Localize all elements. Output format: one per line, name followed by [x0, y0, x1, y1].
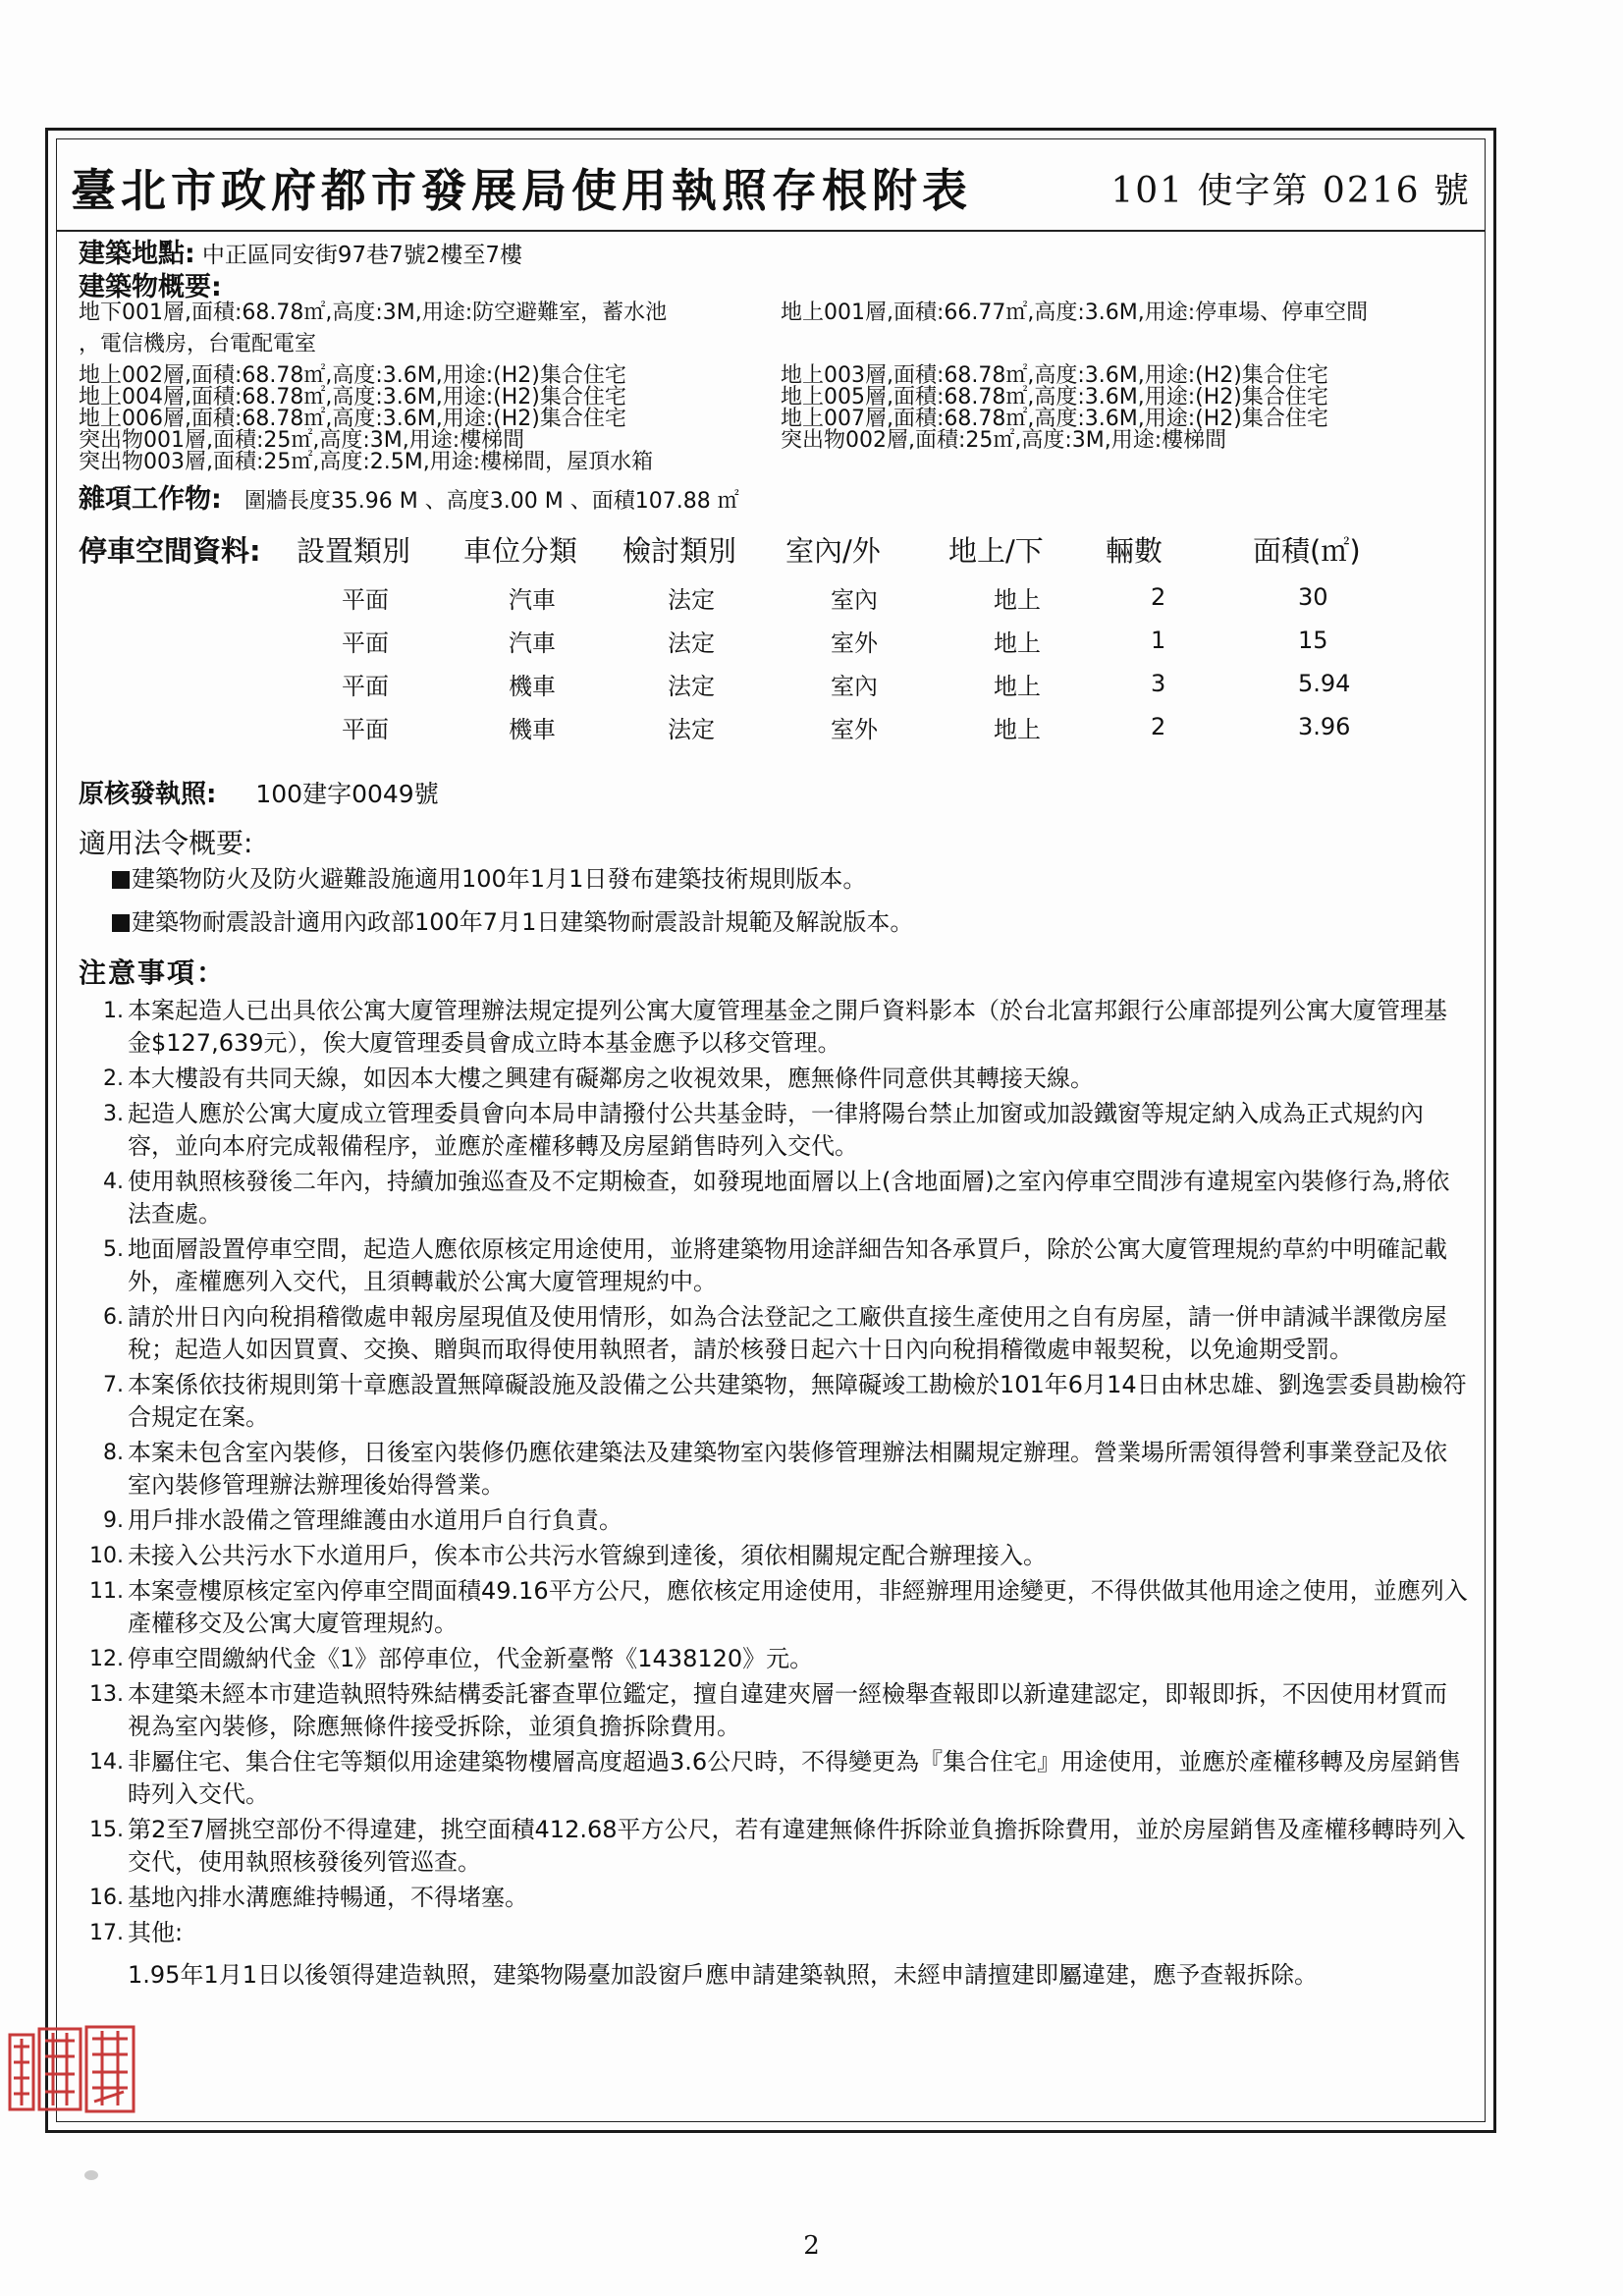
parking-cell: 平面 — [342, 629, 389, 657]
overview-row — [79, 430, 1469, 452]
note-item — [79, 1917, 1469, 1949]
note-item — [79, 1369, 1469, 1434]
misc-works-line — [79, 477, 1469, 516]
note-number: 13. — [89, 1682, 124, 1707]
note-text: 停車空間繳納代金《1》部停車位，代金新臺幣《1438120》元。 — [128, 1645, 814, 1672]
parking-cell: 地上 — [994, 672, 1041, 700]
parking-cell: 汽車 — [509, 585, 556, 614]
parking-row — [79, 705, 1469, 748]
original-license-label: 原核發執照: — [79, 780, 217, 809]
note-number: 1. — [103, 999, 124, 1023]
parking-label: 停車空間資料: — [79, 534, 261, 568]
overview-cell: 突出物001層,面積:25㎡,高度:3M,用途:樓梯間 — [79, 428, 525, 453]
parking-cell: 機車 — [509, 715, 556, 743]
document-inner-frame — [56, 138, 1486, 2122]
parking-cell: 室外 — [831, 629, 878, 657]
parking-row — [79, 662, 1469, 705]
note-item — [79, 1098, 1469, 1163]
official-seal-stamp — [8, 2023, 141, 2121]
parking-cell: 2 — [1151, 583, 1166, 611]
overview-cell: 地上003層,面積:68.78㎡,高度:3.6M,用途:(H2)集合住宅 — [781, 363, 1328, 388]
overview-label: 建築物概要: — [79, 272, 222, 302]
overview-row — [79, 365, 1469, 387]
note-item — [79, 1746, 1469, 1811]
overview-grid — [79, 365, 1469, 452]
parking-cell: 室外 — [831, 715, 878, 743]
note-sub-item: 1.95年1月1日以後領得建造執照，建築物陽臺加設窗戶應申請建築執照，未經申請擅建即屬違建，應予查報拆除。 — [128, 1961, 1318, 1989]
parking-cell: 3.96 — [1298, 713, 1351, 740]
parking-cell: 地上 — [994, 715, 1041, 743]
overview-cell: 地上005層,面積:68.78㎡,高度:3.6M,用途:(H2)集合住宅 — [781, 385, 1328, 410]
document-body — [79, 239, 1469, 1990]
original-license-line — [79, 774, 1469, 810]
parking-cell: 5.94 — [1298, 670, 1351, 697]
misc-label: 雜項工作物: — [79, 484, 222, 515]
overview-cell: 地上006層,面積:68.78㎡,高度:3.6M,用途:(H2)集合住宅 — [79, 407, 626, 431]
note-number: 15. — [89, 1818, 124, 1842]
parking-row — [79, 575, 1469, 619]
page-number: 2 — [803, 2231, 820, 2261]
note-number: 8. — [103, 1441, 124, 1465]
overview-row — [79, 409, 1469, 430]
parking-cell: 30 — [1298, 583, 1328, 611]
parking-cell: 室內 — [831, 585, 878, 614]
document-frame — [45, 128, 1496, 2133]
laws-label: 適用法令概要: — [79, 827, 253, 859]
parking-cell: 法定 — [668, 672, 715, 700]
overview-cell: 地上002層,面積:68.78㎡,高度:3.6M,用途:(H2)集合住宅 — [79, 363, 626, 388]
parking-cell: 室內 — [831, 672, 878, 700]
parking-cell: 15 — [1298, 627, 1328, 654]
note-text: 未接入公共污水下水道用戶，俟本市公共污水管線到達後，須依相關規定配合辦理接入。 — [128, 1542, 1047, 1569]
note-item — [79, 1301, 1469, 1366]
overview-row1-cont: ，電信機房，台電配電室 — [79, 332, 317, 356]
note-text: 本案係依技術規則第十章應設置無障礙設施及設備之公共建築物，無障礙竣工勘檢於101年6月14日由林忠雄、劉逸雲委員勘檢符合規定在案。 — [128, 1371, 1467, 1431]
parking-section — [79, 529, 1469, 748]
square-bullet-icon — [112, 914, 130, 932]
overview-cell: 突出物002層,面積:25㎡,高度:3M,用途:樓梯間 — [781, 428, 1227, 453]
overview-row — [79, 302, 1469, 324]
parking-cell: 機車 — [509, 672, 556, 700]
note-item — [79, 1504, 1469, 1537]
note-item — [79, 1233, 1469, 1298]
parking-header: 室內/外 — [785, 534, 881, 568]
note-item — [79, 1437, 1469, 1502]
parking-cell: 3 — [1151, 670, 1166, 697]
note-text: 請於卅日內向稅捐稽徵處申報房屋現值及使用情形，如為合法登記之工廠供直接生產使用之自有房屋，請一併申請減半課徵房屋稅；起造人如因買賣、交換、贈與而取得使用執照者，請於核發日起六十日內向稅捐稽徵處申報契稅，以免逾期受罰。 — [128, 1303, 1447, 1363]
document-title: 臺北市政府都市發展局使用執照存根附表 — [71, 164, 972, 217]
note-text: 基地內排水溝應維持暢通，不得堵塞。 — [128, 1884, 528, 1911]
note-item — [79, 1063, 1469, 1095]
note-number: 17. — [89, 1921, 124, 1945]
note-text: 其他: — [128, 1919, 184, 1946]
note-number: 16. — [89, 1886, 124, 1910]
note-number: 11. — [89, 1579, 124, 1604]
note-text: 本大樓設有共同天線，如因本大樓之興建有礙鄰房之收視效果，應無條件同意供其轉接天線。 — [128, 1065, 1094, 1092]
law-item — [112, 861, 1469, 897]
misc-value: 圍牆長度35.96 M 、高度3.00 M 、面積107.88 ㎡ — [243, 489, 739, 514]
note-text: 起造人應於公寓大廈成立管理委員會向本局申請撥付公共基金時，一律將陽台禁止加窗或加設鐵窗等規定納入成為正式規約內容，並向本府完成報備程序，並應於產權移轉及房屋銷售時列入交代。 — [128, 1100, 1424, 1160]
parking-header: 地上/下 — [948, 534, 1044, 568]
parking-cell: 法定 — [668, 715, 715, 743]
note-number: 3. — [103, 1102, 124, 1126]
note-number: 5. — [103, 1237, 124, 1262]
note-item — [79, 1540, 1469, 1572]
note-number: 10. — [89, 1544, 124, 1568]
parking-cell: 平面 — [342, 715, 389, 743]
site-value: 中正區同安街97巷7號2樓至7樓 — [201, 243, 522, 268]
notes-list — [79, 995, 1469, 1990]
parking-cell: 平面 — [342, 585, 389, 614]
note-number: 6. — [103, 1305, 124, 1330]
overview-cell: 地上007層,面積:68.78㎡,高度:3.6M,用途:(H2)集合住宅 — [781, 407, 1328, 431]
note-text: 本建築未經本市建造執照特殊結構委託審查單位鑑定，擅自違建夾層一經檢舉查報即以新違建認定，即報即拆，不因使用材質而視為室內裝修，除應無條件接受拆除，並須負擔拆除費用。 — [128, 1680, 1447, 1740]
note-item — [79, 1678, 1469, 1743]
note-text: 非屬住宅、集合住宅等類似用途建築物樓層高度超過3.6公尺時，不得變更為『集合住宅』用途使用，並應於產權移轉及房屋銷售時列入交代。 — [128, 1748, 1462, 1808]
notes-label: 注意事項： — [79, 957, 227, 989]
note-number: 9. — [103, 1508, 124, 1533]
law-item — [112, 904, 1469, 940]
note-text: 用戶排水設備之管理維護由水道用戶自行負責。 — [128, 1506, 622, 1534]
site-line — [79, 239, 1469, 269]
parking-header: 輛數 — [1106, 534, 1163, 568]
overview-last-row: 突出物003層,面積:25㎡,高度:2.5M,用途:樓梯間，屋頂水箱 — [79, 450, 654, 474]
parking-header-row — [79, 529, 1469, 570]
note-text: 地面層設置停車空間，起造人應依原核定用途使用，並將建築物用途詳細告知各承買戶，除於公寓大廈管理規約草約中明確記載外，產權應列入交代，且須轉載於公寓大廈管理規約中。 — [128, 1235, 1447, 1295]
parking-header: 面積(㎡) — [1253, 534, 1361, 568]
parking-cell: 汽車 — [509, 629, 556, 657]
note-number: 14. — [89, 1750, 124, 1775]
parking-row — [79, 619, 1469, 662]
law-text: 建築物防火及防火避難設施適用100年1月1日發布建築技術規則版本。 — [132, 865, 867, 893]
note-item — [79, 1575, 1469, 1640]
overview-row1-left: 地下001層,面積:68.78㎡,高度:3M,用途:防空避難室，蓄水池 — [79, 301, 668, 325]
parking-cell: 法定 — [668, 585, 715, 614]
scan-smudge — [84, 2170, 98, 2180]
overview-row — [79, 387, 1469, 409]
note-number: 7. — [103, 1373, 124, 1397]
note-item — [79, 1882, 1469, 1914]
parking-rows — [79, 575, 1469, 748]
note-number: 2. — [103, 1066, 124, 1091]
note-text: 使用執照核發後二年內，持續加強巡查及不定期檢查，如發現地面層以上(含地面層)之室內停車空間涉有違規室內裝修行為,將依法查處。 — [128, 1168, 1450, 1228]
parking-cell: 2 — [1151, 713, 1166, 740]
overview-cell: 地上004層,面積:68.78㎡,高度:3.6M,用途:(H2)集合住宅 — [79, 385, 626, 410]
note-number: 12. — [89, 1647, 124, 1671]
note-item — [79, 995, 1469, 1060]
overview-row1-right: 地上001層,面積:66.77㎡,高度:3.6M,用途:停車場、停車空間 — [781, 301, 1369, 325]
note-number: 4. — [103, 1170, 124, 1194]
note-text: 本案壹樓原核定室內停車空間面積49.16平方公尺，應依核定用途使用，非經辦理用途變更，不得供做其他用途之使用，並應列入產權移交及公寓大廈管理規約。 — [128, 1577, 1468, 1637]
site-label: 建築地點: — [79, 239, 195, 269]
parking-cell: 地上 — [994, 585, 1041, 614]
header-row — [57, 139, 1485, 232]
note-item — [79, 1166, 1469, 1230]
parking-header: 檢討類別 — [622, 534, 737, 568]
note-item — [79, 1643, 1469, 1675]
parking-cell: 法定 — [668, 629, 715, 657]
parking-cell: 1 — [1151, 627, 1166, 654]
square-bullet-icon — [112, 871, 130, 889]
original-license-value: 100建字0049號 — [255, 780, 439, 808]
note-text: 本案起造人已出具依公寓大廈管理辦法規定提列公寓大廈管理基金之開戶資料影本（於台北富邦銀行公庫部提列公寓大廈管理基金$127,639元），俟大廈管理委員會成立時本基金應予以移交管理。 — [128, 997, 1447, 1057]
parking-header: 設置類別 — [297, 534, 411, 568]
note-text: 第2至7層挑空部份不得違建，挑空面積412.68平方公尺，若有違建無條件拆除並負擔拆除費用，並於房屋銷售及產權移轉時列入交代，使用執照核發後列管巡查。 — [128, 1816, 1466, 1876]
law-text: 建築物耐震設計適用內政部100年7月1日建築物耐震設計規範及解說版本。 — [132, 908, 914, 936]
parking-cell: 平面 — [342, 672, 389, 700]
note-item — [79, 1814, 1469, 1879]
license-number: 101 使字第 0216 號 — [1110, 171, 1471, 211]
note-text: 本案未包含室內裝修，日後室內裝修仍應依建築法及建築物室內裝修管理辦法相關規定辦理。營業場所需領得營利事業登記及依室內裝修管理辦法辦理後始得營業。 — [128, 1439, 1447, 1499]
parking-cell: 地上 — [994, 629, 1041, 657]
parking-header: 車位分類 — [463, 534, 578, 568]
